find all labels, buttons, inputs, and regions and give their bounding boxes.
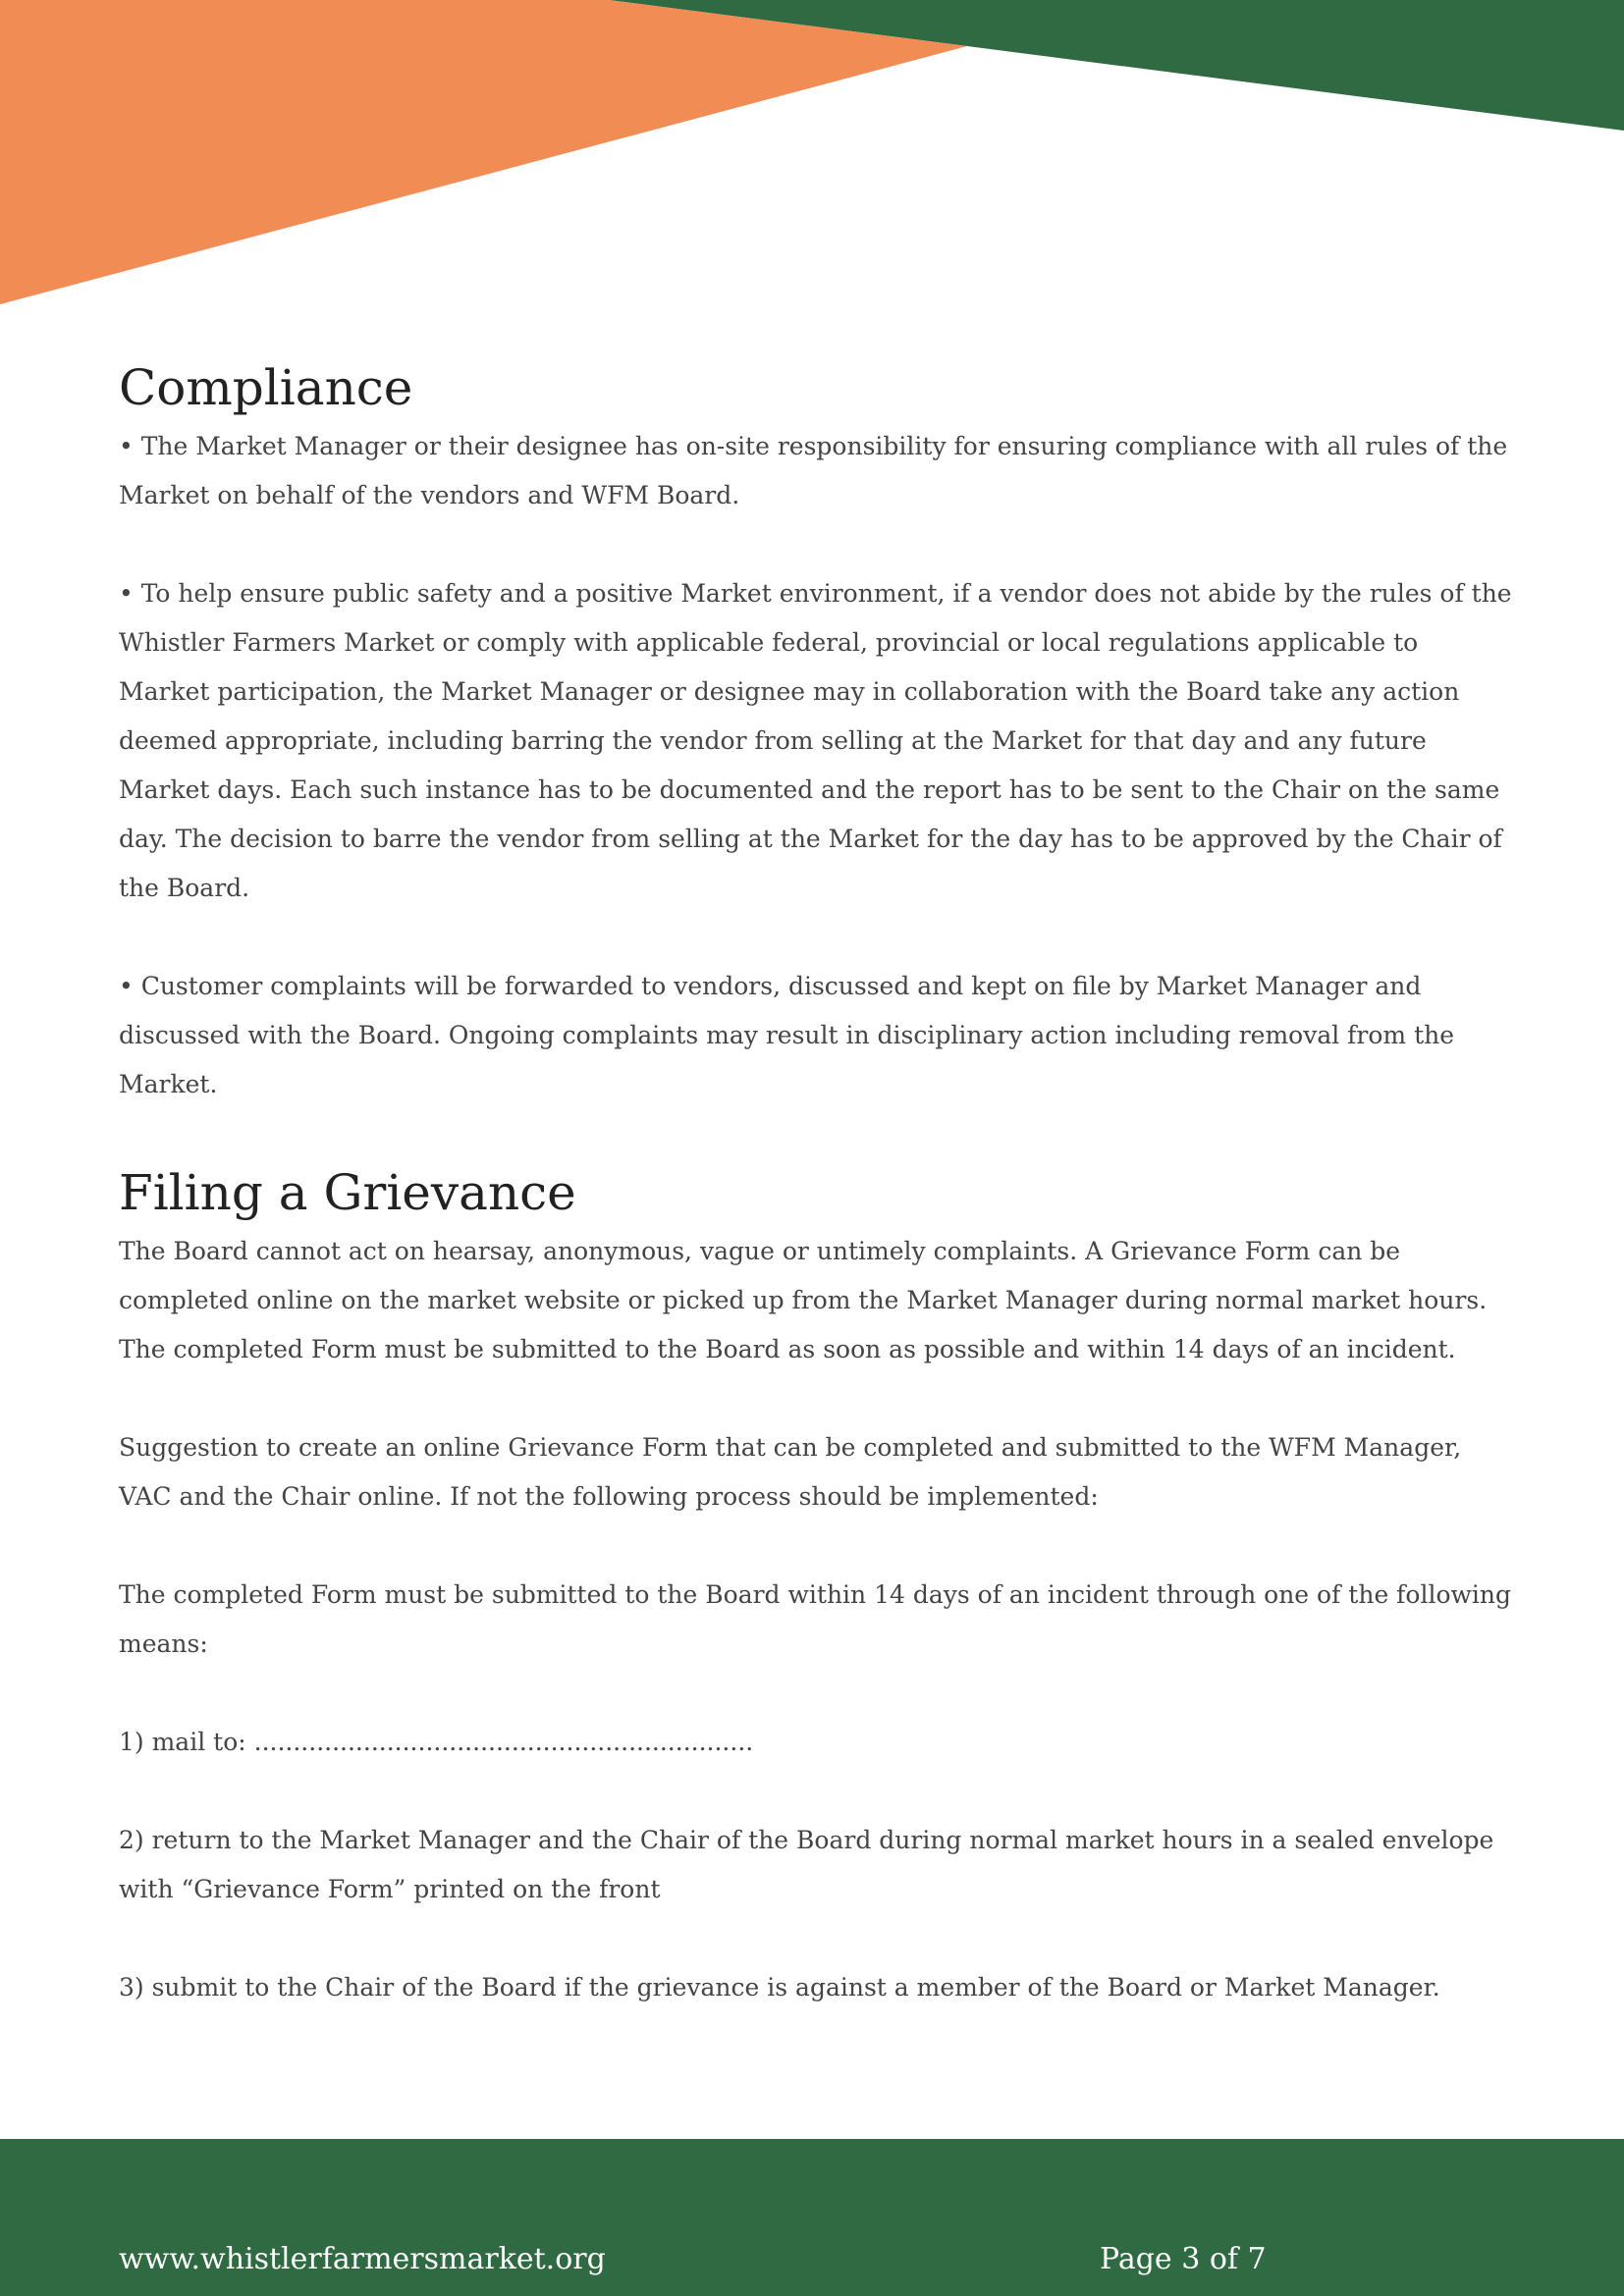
compliance-paragraph: • Customer complaints will be forwarded to vendors, discussed and kept on file by Market Manager and discussed with the Board. Ongoing complaints may result in disciplinary action including removal from the Market.	[119, 972, 1455, 1098]
compliance-paragraph: • The Market Manager or their designee has on-site responsibility for ensuring compliance with all rules of the Market on behalf of the vendors and WFM Board.	[119, 432, 1508, 509]
compliance-heading: Compliance	[119, 359, 413, 416]
compliance-paragraph: • To help ensure public safety and a positive Market environment, if a vendor does not abide by the rules of the Whistler Farmers Market or comply with applicable federal, provincial or local regulations applicable to Market participation, the Market Manager or designee may in collaboration with the Board take any action deemed appropriate, including barring the vendor from selling at the Market for that day and any future Market days. Each such instance has to be documented and the report has to be sent to the Chair on the same day. The decision to barre the vendor from selling at the Market for the day has to be approved by the Chair of the Board.	[119, 579, 1512, 902]
footer-website-link[interactable]: www.whistlerfarmersmarket.org	[119, 2242, 606, 2276]
grievance-paragraph: The completed Form must be submitted to the Board within 14 days of an incident through one of the following means:	[119, 1580, 1512, 1658]
grievance-heading: Filing a Grievance	[119, 1164, 576, 1221]
document-content	[119, 353, 1513, 2012]
grievance-paragraph: Suggestion to create an online Grievance Form that can be completed and submitted to the WFM Manager, VAC and the Chair online. If not the following process should be implemented:	[119, 1433, 1462, 1511]
grievance-paragraph: 3) submit to the Chair of the Board if the grievance is against a member of the Board or Market Manager.	[119, 1973, 1440, 2002]
grievance-paragraph: The Board cannot act on hearsay, anonymous, vague or untimely complaints. A Grievance Form can be completed online on the market website or picked up from the Market Manager during normal market hours. The completed Form must be submitted to the Board as soon as possible and within 14 days of an incident.	[119, 1237, 1488, 1363]
grievance-paragraph: 1) mail to: ................................................................	[119, 1728, 754, 1756]
page-footer	[0, 2139, 1624, 2296]
page-number: Page 3 of 7	[1100, 2242, 1267, 2276]
grievance-section	[119, 1158, 1513, 2012]
compliance-section	[119, 353, 1513, 1109]
header-decoration	[0, 0, 1624, 314]
orange-header-shape	[0, 0, 967, 304]
grievance-paragraph: 2) return to the Market Manager and the Chair of the Board during normal market hours in a sealed envelope with “Grievance Form” printed on the front	[119, 1826, 1494, 1903]
